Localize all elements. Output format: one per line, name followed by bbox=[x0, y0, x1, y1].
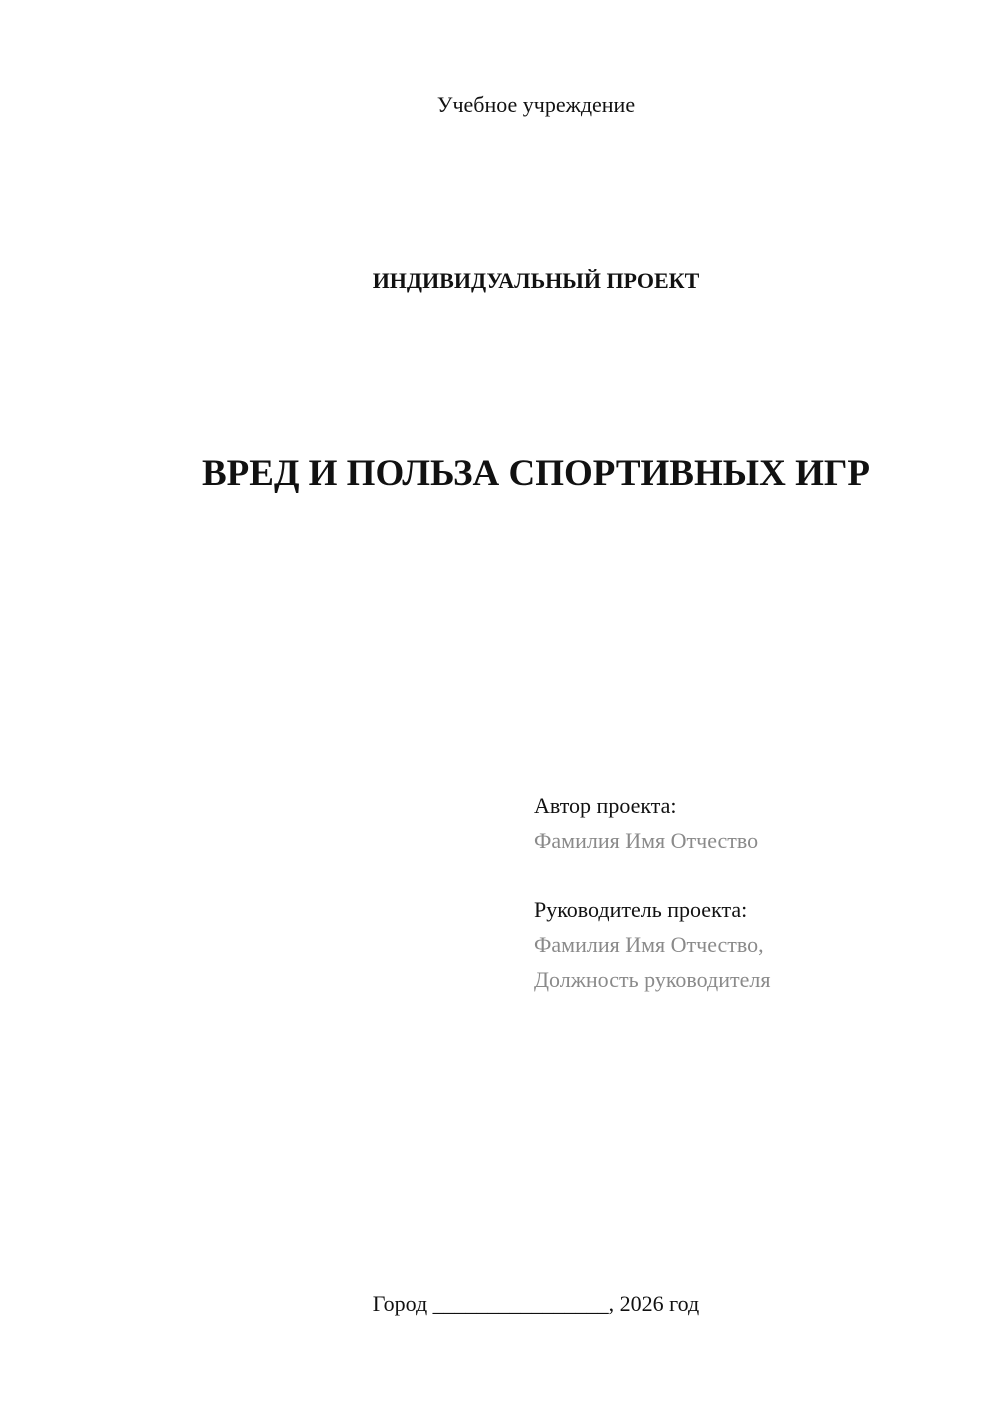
project-info-block bbox=[534, 788, 974, 997]
institution-name: Учебное учреждение bbox=[436, 92, 636, 117]
author-name: Фамилия Имя Отчество bbox=[534, 828, 759, 853]
project-type-heading: ИНДИВИДУАЛЬНЫЙ ПРОЕКТ bbox=[372, 268, 700, 293]
info-spacer bbox=[534, 858, 974, 892]
city-year-line: Город ________________, 2026 год bbox=[372, 1291, 700, 1316]
supervisor-name: Фамилия Имя Отчество, bbox=[534, 932, 764, 957]
supervisor-position: Должность руководителя bbox=[534, 967, 771, 992]
project-title: ВРЕД И ПОЛЬЗА СПОРТИВНЫХ ИГР bbox=[201, 453, 870, 494]
supervisor-label: Руководитель проекта: bbox=[534, 897, 748, 922]
author-label: Автор проекта: bbox=[534, 793, 677, 818]
